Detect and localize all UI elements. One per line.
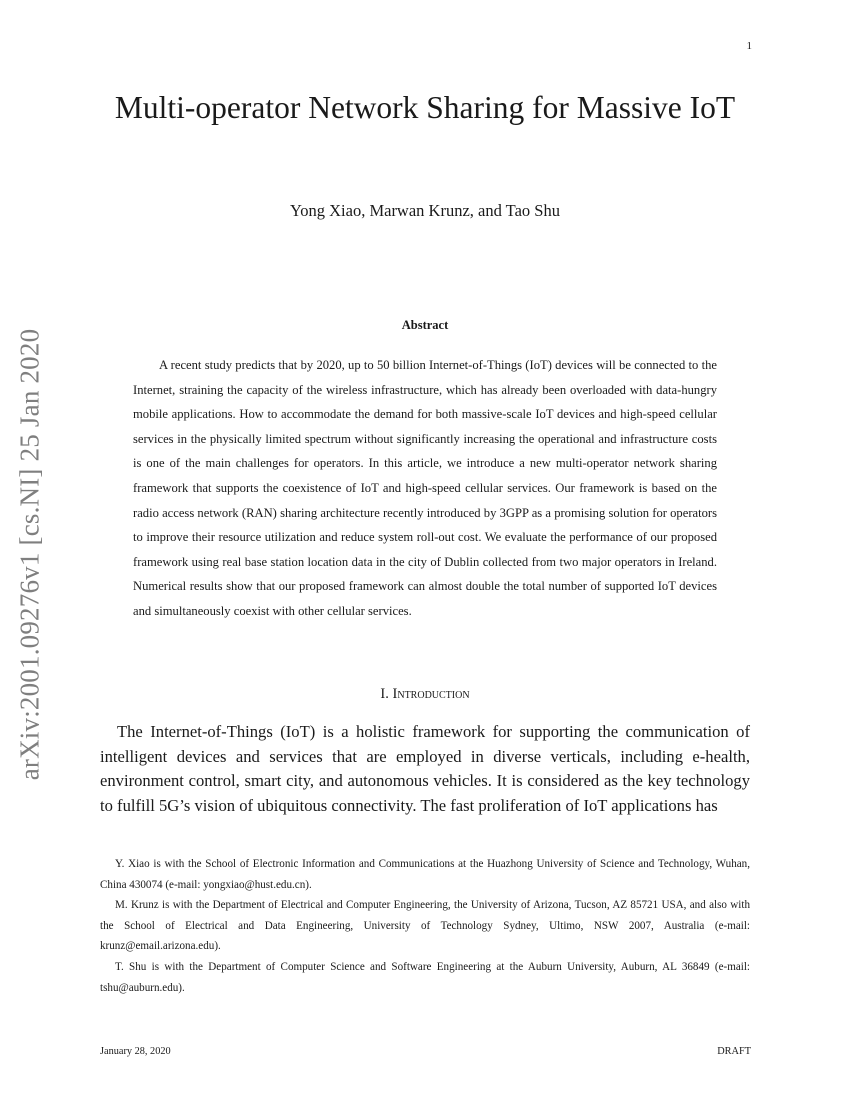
- page-number: 1: [746, 40, 752, 52]
- section-heading-introduction: [98, 686, 752, 703]
- arxiv-identifier-stamp: [2, 307, 58, 801]
- author-list: Yong Xiao, Marwan Krunz, and Tao Shu: [289, 201, 560, 220]
- footer-draft-label: DRAFT: [717, 1046, 751, 1057]
- author-affiliation-footnotes: [100, 854, 750, 998]
- abstract-body: A recent study predicts that by 2020, up to 50 billion Internet-of-Things (IoT) devices will be connected to the Internet, straining the capacity of the wireless infrastructure, which has already been overloaded with data-hungry mobile applications. How to accommodate the demand for both massive-scale IoT devices and high-speed cellular services in the physically limited spectrum without significantly increasing the operational and infrastructure costs is one of the main challenges for operators. In this article, we introduce a new multi-operator network sharing framework that supports the coexistence of IoT and high-speed cellular services. Our framework is based on the radio access network (RAN) sharing architecture recently introduced by 3GPP as a promising solution for operators to improve their resource utilization and reduce system roll-out cost. We evaluate the performance of our proposed framework using real base station location data in the city of Dublin collected from two major operators in Ireland. Numerical results show that our proposed framework can almost double the total number of supported IoT devices and simultaneously coexist with other cellular services.: [133, 358, 717, 618]
- footer-date: January 28, 2020: [100, 1046, 171, 1057]
- arxiv-identifier-text: arXiv:2001.09276v1 [cs.NI] 25 Jan 2020: [14, 328, 45, 780]
- abstract-heading: Abstract: [401, 318, 449, 332]
- footnote-xiao: Y. Xiao is with the School of Electronic Information and Communications at the Huazhong University of Science and Technology, Wuhan, China 430074 (e-mail: yongxiao@hust.edu.cn).: [100, 858, 750, 891]
- section-title: Introduction: [392, 686, 470, 702]
- footnote-krunz: M. Krunz is with the Department of Electrical and Computer Engineering, the University of Arizona, Tucson, AZ 85721 USA, and also with the School of Electrical and Data Engineering, University of Technology Sydney, Ultimo, NSW 2007, Australia (e-mail: krunz@email.arizona.edu).: [100, 899, 750, 953]
- paper-title: Multi-operator Network Sharing for Massive IoT: [114, 90, 736, 125]
- introduction-paragraph: The Internet-of-Things (IoT) is a holistic framework for supporting the communication of intelligent devices and services that are employed in diverse verticals, including e-health, environment control, smart city, and autonomous vehicles. It is considered as the key technology to fulfill 5G’s vision of ubiquitous connectivity. The fast proliferation of IoT applications has: [100, 722, 750, 815]
- section-number: I.: [380, 686, 389, 702]
- footnote-shu: T. Shu is with the Department of Computer Science and Software Engineering at the Auburn University, Auburn, AL 36849 (e-mail: tshu@auburn.edu).: [100, 960, 750, 994]
